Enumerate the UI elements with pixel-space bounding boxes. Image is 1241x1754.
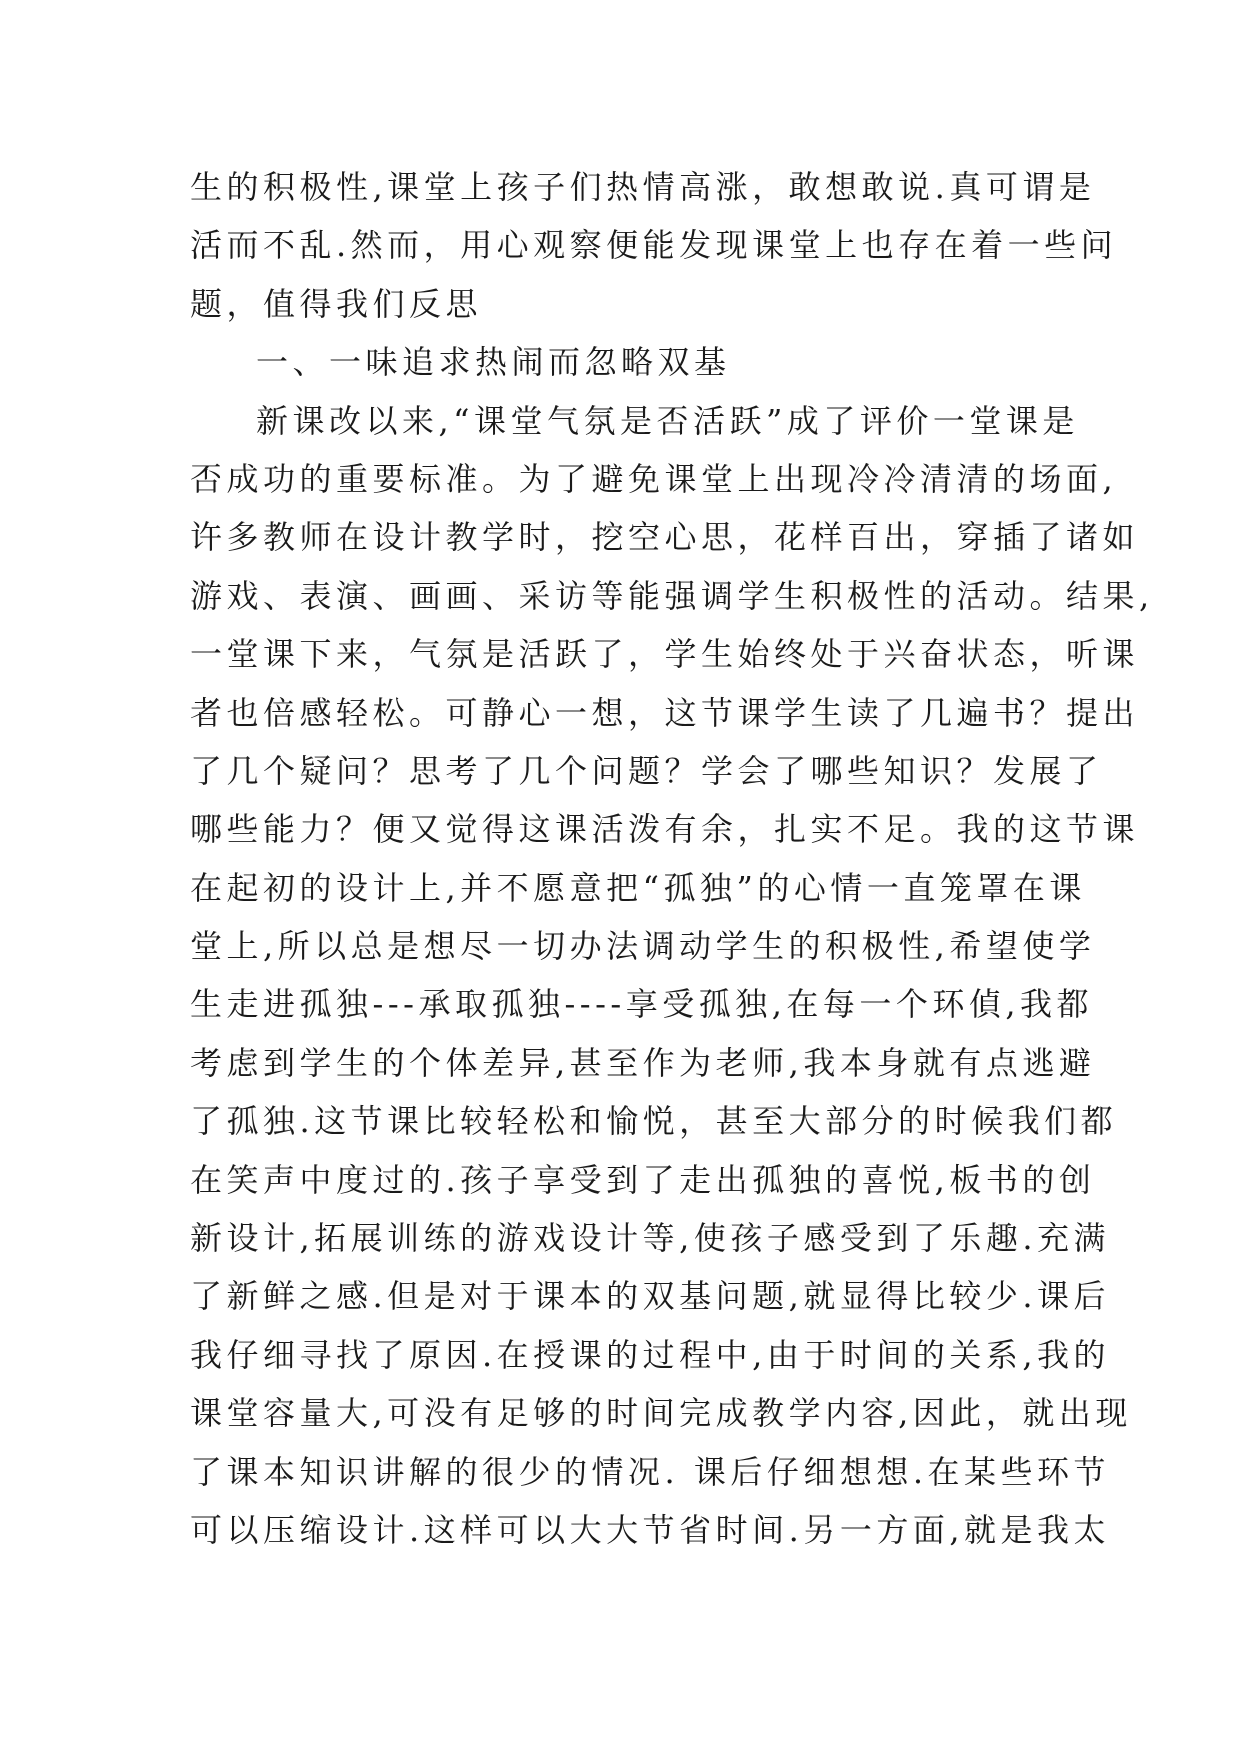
paragraph-start: 新课改以来,“课堂气氛是否活跃”成了评价一堂课是	[256, 401, 1079, 440]
text-line: 了孤独.这节课比较轻松和愉悦，甚至大部分的时候我们都	[190, 1102, 1118, 1141]
text-line: 者也倍感轻松。可静心一想，这节课学生读了几遍书？提出	[190, 693, 1140, 732]
text-line: 了课本知识讲解的很少的情况. 课后仔细想想.在某些环节	[190, 1452, 1111, 1491]
text-line: 游戏、表演、画画、采访等能强调学生积极性的活动。结果,	[190, 576, 1154, 615]
text-line: 题，值得我们反思	[190, 284, 483, 323]
text-line: 在笑声中度过的.孩子享受到了走出孤独的喜悦,板书的创	[190, 1160, 1096, 1199]
text-line: 堂上,所以总是想尽一切办法调动学生的积极性,希望使学	[190, 927, 1096, 966]
text-line: 一堂课下来，气氛是活跃了，学生始终处于兴奋状态，听课	[190, 635, 1140, 674]
text-line: 可以压缩设计.这样可以大大节省时间.另一方面,就是我太	[190, 1510, 1111, 1549]
text-line: 许多教师在设计教学时，挖空心思，花样百出，穿插了诸如	[190, 518, 1140, 557]
text-line: 在起初的设计上,并不愿意把“孤独”的心情一直笼罩在课	[190, 868, 1086, 907]
text-line: 生走进孤独---承取孤独----享受孤独,在每一个环偵,我都	[190, 985, 1094, 1024]
text-line: 我仔细寻找了原因.在授课的过程中,由于时间的关系,我的	[190, 1335, 1111, 1374]
body-text	[190, 158, 1154, 1559]
section-heading: 一、一味追求热闹而忽略双基	[256, 343, 731, 382]
text-line: 否成功的重要标准。为了避免课堂上出现冷冷清清的场面,	[190, 459, 1118, 498]
text-line: 了几个疑问？思考了几个问题？学会了哪些知识？发展了	[190, 751, 1103, 790]
text-line: 活而不乱.然而，用心观察便能发现课堂上也存在着一些问	[190, 226, 1118, 265]
text-line: 生的积极性,课堂上孩子们热情高涨，敢想敢说.真可谓是	[190, 168, 1096, 206]
text-line: 考虑到学生的个体差异,甚至作为老师,我本身就有点逃避	[190, 1043, 1096, 1082]
text-line: 新设计,拓展训练的游戏设计等,使孩子感受到了乐趣.充满	[190, 1219, 1111, 1258]
text-line: 哪些能力？便又觉得这课活泼有余，扎实不足。我的这节课	[190, 810, 1140, 849]
text-line: 课堂容量大,可没有足够的时间完成教学内容,因此，就出现	[190, 1394, 1132, 1433]
text-line: 了新鲜之感.但是对于课本的双基问题,就显得比较少.课后	[190, 1277, 1111, 1316]
